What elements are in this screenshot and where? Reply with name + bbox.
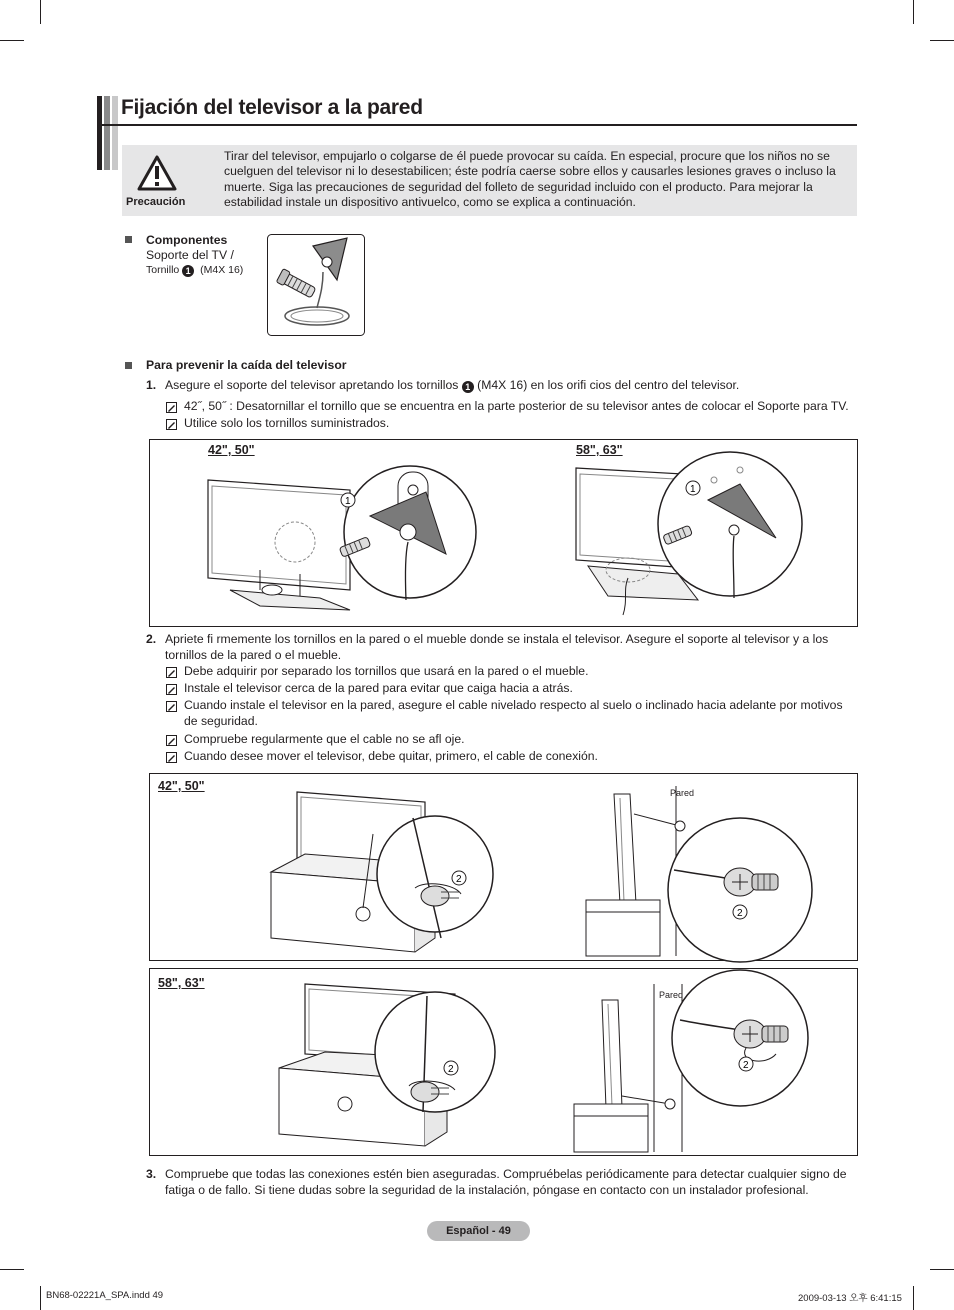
figure-3-left-illustration — [275, 982, 505, 1150]
callout-number: 1 — [182, 265, 194, 277]
caution-text: Tirar del televisor, empujarlo o colgarse de él puede provocar su caída. En especial, procure que los niños no se cuelguen del televisor ni lo desestabilicen; éste podría caerse sobre ellos y causarles lesiones graves o incluso la muerte. Siga las precauciones de seguridad del folleto de seguridad incluido con el producto. Para mejorar la estabilidad instale un dispositivo antivuelco, como se explica a continuación. — [224, 149, 836, 209]
figure-2-wall-label: Pared — [670, 788, 695, 798]
components-screw-label: Tornillo — [146, 264, 180, 276]
components-line1: Soporte del TV / — [146, 248, 234, 262]
callout-number: 2 — [737, 908, 743, 919]
components-line2 — [146, 263, 243, 278]
step1-number: 1. — [146, 378, 157, 392]
figure-3-wall-label: Pared — [659, 990, 684, 1000]
bullet-square — [125, 236, 132, 243]
note-icon — [166, 752, 177, 763]
page-title: Fijación del televisor a la pared — [121, 96, 423, 119]
figure-1-right-label: 58", 63" — [576, 443, 623, 457]
note-icon — [166, 419, 177, 430]
step1-text-b: (M4X 16) en los orifi cios del centro del televisor. — [477, 378, 740, 392]
crop-mark — [0, 40, 24, 41]
title-bar-decoration — [104, 96, 110, 170]
crop-mark — [913, 0, 914, 24]
crop-mark — [40, 0, 41, 24]
step2-note-2: Instale el televisor cerca de la pared para evitar que caiga hacia a atrás. — [184, 681, 573, 695]
callout-number: 1 — [462, 381, 474, 393]
callout-number: 2 — [456, 874, 462, 885]
figure-3-right-illustration — [570, 984, 840, 1152]
figure-1-left-illustration — [200, 450, 480, 622]
figure-2-left-illustration — [265, 788, 505, 956]
callout-number: 2 — [448, 1064, 454, 1075]
title-bar-decoration — [97, 96, 102, 170]
page-number-badge: Español - 49 — [427, 1221, 530, 1241]
step1-text-a: Asegure el soporte del televisor apretando los tornillos — [165, 378, 459, 392]
figure-1-right-illustration — [568, 450, 848, 622]
title-bar-decoration — [112, 96, 118, 170]
figure-2-right-illustration — [580, 786, 840, 956]
step2-note-4: Compruebe regularmente que el cable no se afl oje. — [184, 732, 465, 746]
note-icon — [166, 667, 177, 678]
bullet-square — [125, 362, 132, 369]
note-icon — [166, 735, 177, 746]
step2-number: 2. — [146, 632, 157, 646]
step3-number: 3. — [146, 1167, 157, 1181]
note-icon — [166, 402, 177, 413]
title-rule — [97, 124, 857, 126]
warning-triangle-icon — [137, 155, 177, 191]
callout-number: 2 — [743, 1060, 749, 1071]
crop-mark — [930, 1269, 954, 1270]
figure-2-label: 42", 50" — [158, 779, 205, 793]
step2-note-3: Cuando instale el televisor en la pared, asegure el cable nivelado respecto al suelo o inclinado hacia adelante por motivos de seguridad. — [184, 698, 843, 728]
components-screw-size: (M4X 16) — [200, 264, 244, 276]
caution-label: Precaución — [126, 196, 186, 208]
callout-number: 1 — [690, 484, 696, 495]
crop-mark — [40, 1286, 41, 1310]
figure-3-label: 58", 63" — [158, 976, 205, 990]
step1-text — [165, 378, 739, 394]
footer-file-info: BN68-02221A_SPA.indd 49 — [46, 1290, 164, 1301]
callout-number: 1 — [345, 496, 351, 507]
prevent-heading: Para prevenir la caída del televisor — [146, 358, 347, 372]
step3-text: Compruebe que todas las conexiones estén bien aseguradas. Compruébelas periódicamente para detectar cualquier signo de fatiga o de fallo. Si tiene dudas sobre la seguridad de la instalación, póngase en contacto con un instalador profesional. — [165, 1167, 847, 1197]
step1-note-2: Utilice solo los tornillos suministrados. — [184, 416, 390, 430]
crop-mark — [930, 40, 954, 41]
step2-note-1: Debe adquirir por separado los tornillos que usará en la pared o el mueble. — [184, 664, 589, 678]
footer-timestamp: 2009-03-13 오후 6:41:15 — [798, 1293, 902, 1304]
components-heading: Componentes — [146, 233, 228, 247]
crop-mark — [913, 1286, 914, 1310]
step1-note-1: 42˝, 50˝ : Desatornillar el tornillo que se encuentra en la parte posterior de su televisor antes de colocar el Soporte para TV. — [184, 399, 849, 413]
components-illustration — [267, 234, 365, 336]
step2-text: Apriete fi rmemente los tornillos en la pared o el mueble donde se instala el televisor. Asegure el soporte al televisor y a los tornillos de la pared o el mueble. — [165, 632, 829, 662]
note-icon — [166, 684, 177, 695]
crop-mark — [0, 1269, 24, 1270]
step2-note-5: Cuando desee mover el televisor, debe quitar, primero, el cable de conexión. — [184, 749, 598, 763]
figure-1-left-label: 42", 50" — [208, 443, 255, 457]
note-icon — [166, 701, 177, 712]
